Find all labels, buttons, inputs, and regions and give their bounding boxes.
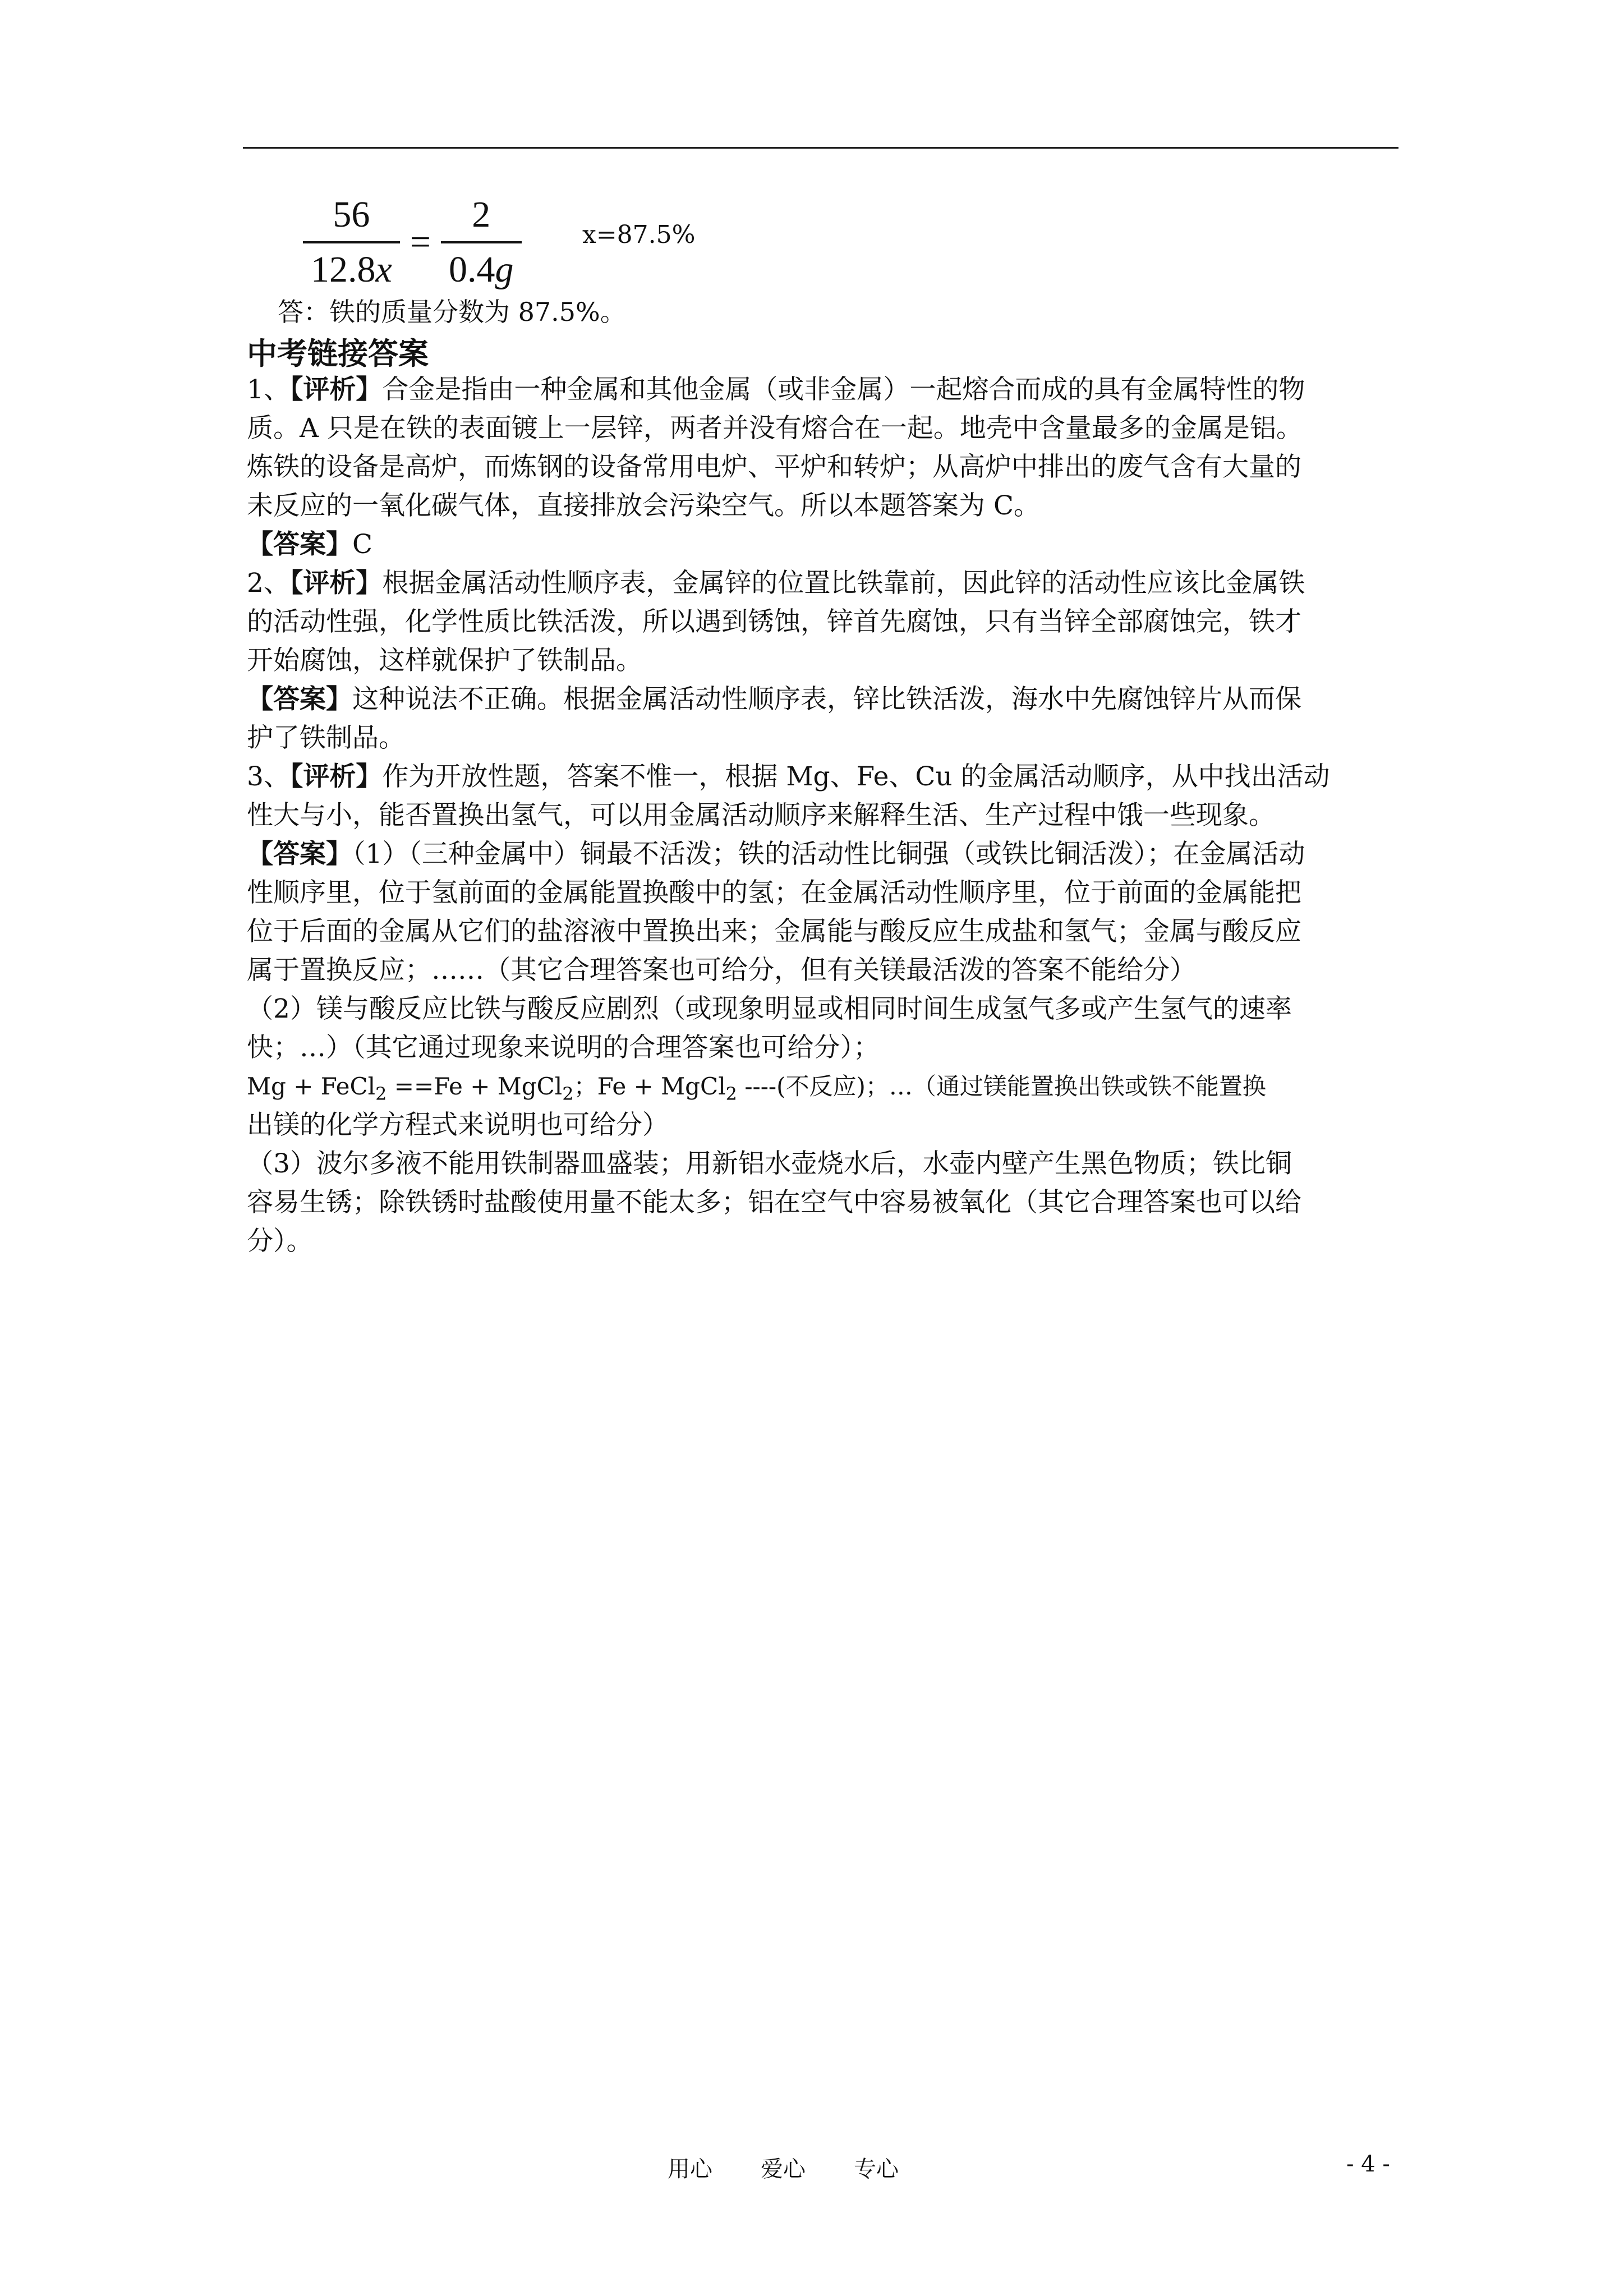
q3-part2-line-2: 快；…）（其它通过现象来说明的合理答案也可给分）； — [247, 1032, 880, 1063]
q1-line-2: 质。A 只是在铁的表面镀上一层锌，两者并没有熔合在一起。地壳中含量最多的金属是铝。 — [247, 413, 1303, 444]
q2-answer-text: 这种说法不正确。根据金属活动性顺序表，锌比铁活泼，海水中先腐蚀锌片从而保 — [352, 684, 1301, 715]
formula-result: x=87.5% — [582, 220, 696, 249]
eq-subscript-2: 2 — [562, 1083, 574, 1105]
q3-answer-line-4: 属于置换反应；……（其它合理答案也可给分，但有关镁最活泼的答案不能给分） — [247, 955, 1196, 986]
right-den-value: 0.4 — [449, 249, 495, 290]
footer-word-2: 爱心 — [761, 2156, 806, 2182]
equals-sign: = — [410, 222, 431, 263]
left-den-var: x — [375, 249, 392, 290]
footer-word-1: 用心 — [668, 2156, 712, 2182]
q3-answer-line-2: 性顺序里，位于氢前面的金属能置换酸中的氢；在金属活动性顺序里，位于前面的金属能把 — [247, 877, 1301, 908]
q2-number: 2、 — [247, 568, 290, 599]
q3-line-1 — [247, 757, 1414, 796]
q2-line-2: 的活动性强，化学性质比铁活泼，所以遇到锈蚀，锌首先腐蚀，只有当锌全部腐蚀完，铁才 — [247, 606, 1301, 637]
q1-answer-tag: 【答案】 — [247, 529, 352, 560]
q2-answer-tag: 【答案】 — [247, 684, 352, 715]
q3-equation-line-1 — [247, 1067, 1414, 1106]
left-fraction — [303, 196, 400, 288]
q3-part2-line-1: （2）镁与酸反应比铁与酸反应剧烈（或现象明显或相同时间生成氢气多或产生氢气的速率 — [247, 993, 1292, 1024]
eq-part-b: ==Fe + MgCl — [387, 1073, 563, 1100]
previous-answer: 答：铁的质量分数为 87.5%。 — [278, 297, 626, 327]
fraction-equation — [303, 196, 522, 288]
eq-part-a: Mg + FeCl — [247, 1073, 376, 1100]
left-numerator: 56 — [333, 194, 370, 235]
q3-analysis-text: 作为开放性题，答案不惟一，根据 Mg、Fe、Cu 的金属活动顺序，从中找出活动 — [382, 761, 1330, 792]
eq-part-c: ；Fe + MgCl — [573, 1073, 726, 1100]
q1-analysis-tag: 【评析】 — [289, 374, 383, 405]
q3-part3-line-2: 容易生锈；除铁锈时盐酸使用量不能太多；铝在空气中容易被氧化（其它合理答案也可以给 — [247, 1187, 1301, 1218]
q1-line-4: 未反应的一氧化碳气体，直接排放会污染空气。所以本题答案为 C。 — [247, 490, 1040, 521]
right-den-var: g — [495, 249, 514, 290]
q3-number: 3、 — [247, 761, 290, 792]
q1-number: 1、 — [247, 374, 290, 405]
q3-equation-line-2: 出镁的化学方程式来说明也可给分） — [247, 1110, 669, 1140]
section-title: 中考链接答案 — [247, 336, 429, 371]
q2-analysis-tag: 【评析】 — [289, 568, 383, 599]
q3-part3-line-1: （3）波尔多液不能用铁制器皿盛装；用新铝水壶烧水后，水壶内壁产生黑色物质；铁比铜 — [247, 1148, 1292, 1179]
q1-answer — [247, 525, 1414, 564]
q3-part3-line-3: 分）。 — [247, 1226, 313, 1257]
q1-line-3: 炼铁的设备是高炉，而炼钢的设备常用电炉、平炉和转炉；从高炉中排出的废气含有大量的 — [247, 452, 1301, 482]
eq-part-d: ----(不反应)；…（通过镁能置换出铁或铁不能置换 — [737, 1073, 1266, 1100]
eq-subscript-1: 2 — [375, 1083, 387, 1105]
q2-line-1 — [247, 564, 1414, 602]
q1-line-1 — [247, 370, 1414, 409]
q1-answer-text: C — [352, 529, 372, 560]
q1-analysis-text: 合金是指由一种金属和其他金属（或非金属）一起熔合而成的具有金属特性的物 — [382, 374, 1305, 405]
q3-answer-text: （1）（三种金属中）铜最不活泼；铁的活动性比铜强（或铁比铜活泼）；在金属活动 — [352, 839, 1305, 869]
q3-analysis-tag: 【评析】 — [289, 761, 383, 792]
q3-answer-line-1 — [247, 835, 1414, 873]
q2-line-3: 开始腐蚀，这样就保护了铁制品。 — [247, 645, 642, 676]
header-rule — [243, 147, 1398, 149]
q3-answer-line-3: 位于后面的金属从它们的盐溶液中置换出来；金属能与酸反应生成盐和氢气；金属与酸反应 — [247, 916, 1301, 947]
answer-body — [247, 370, 1414, 1260]
right-denominator — [441, 241, 522, 288]
right-numerator: 2 — [472, 194, 491, 235]
page-number: - 4 - — [1346, 2151, 1390, 2177]
left-denominator — [303, 241, 400, 288]
footer-word-3: 专心 — [854, 2156, 899, 2182]
q3-answer-tag: 【答案】 — [247, 839, 352, 869]
q2-answer-line-2: 护了铁制品。 — [247, 723, 405, 753]
q2-answer-line-1 — [247, 680, 1414, 719]
right-fraction — [441, 196, 522, 288]
footer-motto — [668, 2151, 899, 2183]
q2-analysis-text: 根据金属活动性顺序表，金属锌的位置比铁靠前，因此锌的活动性应该比金属铁 — [382, 568, 1305, 599]
left-den-value: 12.8 — [311, 249, 376, 290]
q3-line-2: 性大与小，能否置换出氢气，可以用金属活动顺序来解释生活、生产过程中饿一些现象。 — [247, 800, 1275, 831]
eq-subscript-3: 2 — [725, 1083, 737, 1105]
